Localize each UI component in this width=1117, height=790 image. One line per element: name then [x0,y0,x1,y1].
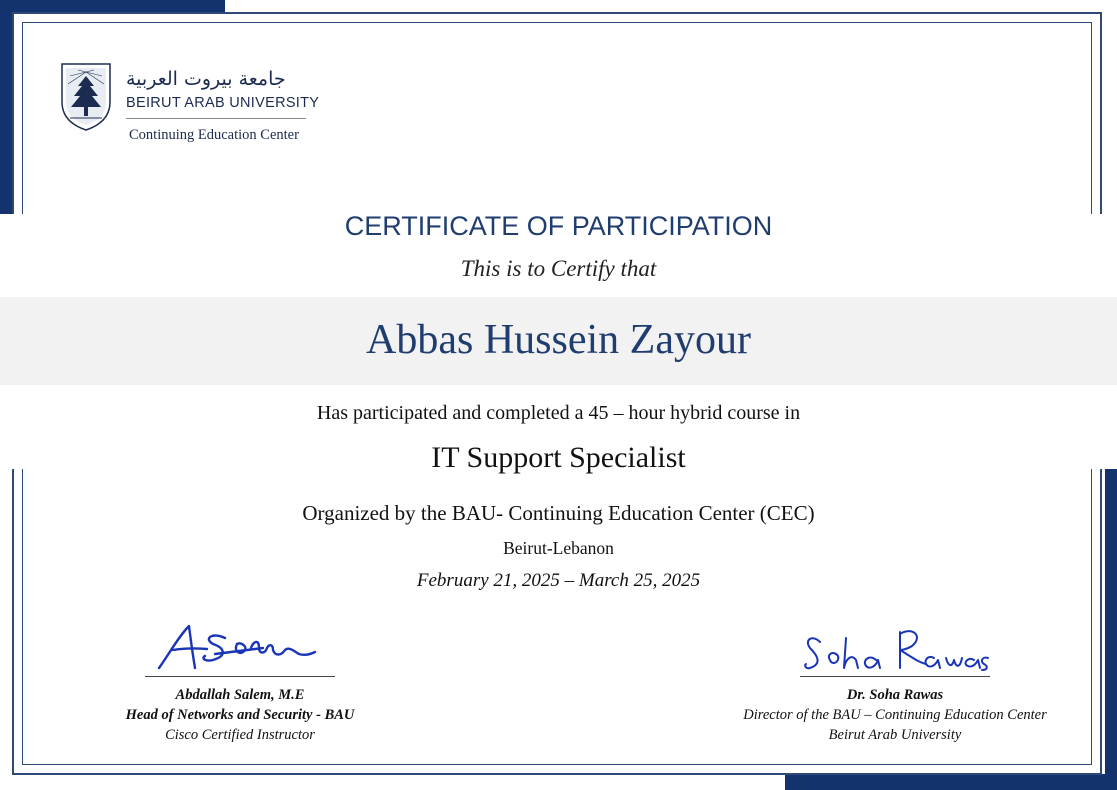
signatory-credential-left: Cisco Certified Instructor [165,727,315,743]
signatory-affiliation-right: Beirut Arab University [828,727,962,743]
university-logo [60,62,320,147]
signature-salem [155,618,325,676]
course-dates: February 21, 2025 – March 25, 2025 [416,570,701,591]
signatory-name-right: Dr. Soha Rawas [846,687,944,703]
course-intro: Has participated and completed a 45 – hour hybrid course in [316,402,801,424]
certificate-title: CERTIFICATE OF PARTICIPATION [344,211,773,241]
signature-block-left [100,618,380,744]
signature-rawas [800,620,990,676]
logo-english-name: BEIRUT ARAB UNIVERSITY [126,95,320,111]
accent-top-left [0,0,225,12]
logo-subtitle: Continuing Education Center [129,127,299,143]
logo-arabic-name: جامعة بيروت العربية [126,68,286,90]
accent-left-bar [0,0,12,228]
course-name: IT Support Specialist [431,441,686,474]
logo-divider [126,118,306,119]
location: Beirut-Lebanon [503,538,614,558]
signatory-name-left: Abdallah Salem, M.E [175,687,305,703]
recipient-name: Abbas Hussein Zayour [366,317,751,363]
cedar-shield-icon [60,62,112,132]
accent-bottom-right [785,774,1117,790]
signature-line-left [145,676,335,677]
organizer-line: Organized by the BAU- Continuing Education Center (CEC) [302,501,815,525]
certify-line: This is to Certify that [460,256,657,281]
signature-block-right [720,620,1070,744]
signatory-role-left: Head of Networks and Security - BAU [125,707,355,723]
signatory-role-right: Director of the BAU – Continuing Education Center [743,707,1047,723]
signature-line-right [800,676,990,677]
